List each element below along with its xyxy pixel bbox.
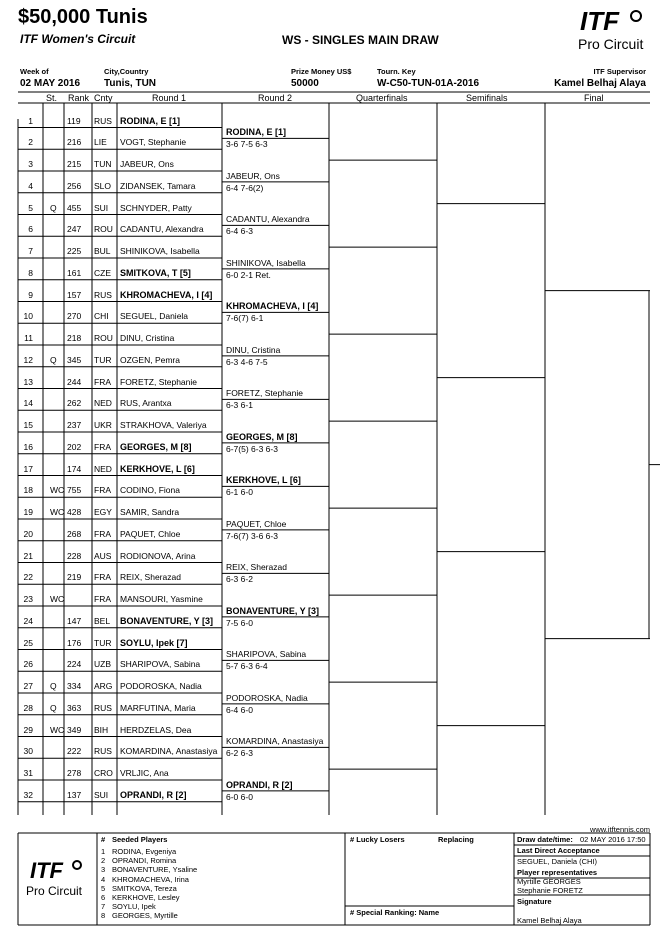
col-quarterfinals: Quarterfinals (356, 93, 408, 103)
logo-text: ITF (30, 858, 63, 883)
prize-value: 50000 (291, 78, 319, 89)
col-round1: Round 1 (152, 93, 187, 103)
draw-position: 18 (23, 485, 33, 496)
player-name: SOYLU, Ipek [7] (120, 637, 188, 648)
player-rank: 174 (67, 463, 82, 474)
round2-winner: JABEUR, Ons (226, 170, 280, 181)
draw-position: 4 (28, 180, 33, 191)
player-name: PODOROSKA, Nadia (120, 681, 202, 691)
draw-position: 7 (28, 246, 33, 256)
draw-position: 9 (28, 289, 33, 300)
draw-position: 3 (28, 159, 33, 169)
seed-player: GEORGES, Myrtille (112, 911, 178, 921)
draw-position: 20 (23, 528, 33, 539)
seed-number: 8 (101, 911, 106, 921)
round2-score: 3-6 7-5 6-3 (226, 139, 268, 150)
player-name: SCHNYDER, Patty (120, 202, 192, 213)
round2-winner: FORETZ, Stephanie (226, 388, 304, 399)
player-rank: 176 (67, 637, 82, 648)
player-rank: 161 (67, 267, 82, 278)
player-name: JABEUR, Ons (120, 159, 174, 169)
player-rank: 244 (67, 376, 82, 387)
draw-position: 19 (23, 507, 33, 517)
player-name: OPRANDI, R [2] (120, 789, 187, 800)
player-rank: 268 (67, 528, 82, 539)
seeded-hash: # (101, 835, 106, 844)
round2-winner: KHROMACHEVA, I [4] (226, 301, 319, 312)
seed-number: 3 (101, 865, 106, 875)
player-rank: 137 (67, 789, 82, 800)
logo-subtext: Pro Circuit (26, 884, 83, 898)
round2-score: 6-0 2-1 Ret. (226, 269, 271, 280)
draw-position: 26 (23, 659, 33, 670)
player-country: RUS (94, 746, 112, 757)
draw-datetime: 02 MAY 2016 17:50 (580, 835, 646, 844)
tourn-key-value: W-C50-TUN-01A-2016 (377, 78, 480, 89)
player-rank: 428 (67, 507, 82, 517)
draw-position: 6 (28, 224, 33, 235)
replacing-title: Replacing (438, 835, 474, 844)
special-ranking-title: # Special Ranking: Name (350, 908, 440, 917)
draw-position: 15 (23, 420, 33, 430)
lucky-losers-title: # Lucky Losers (350, 835, 405, 844)
circuit-subtitle: ITF Women's Circuit (20, 32, 136, 46)
draw-position: 22 (23, 572, 33, 583)
player-country: CHI (94, 311, 109, 322)
seed-player: OPRANDI, Romina (112, 856, 177, 866)
player-name: CADANTU, Alexandra (120, 224, 204, 235)
player-rank: 256 (67, 180, 82, 191)
draw-position: 32 (23, 789, 33, 800)
round2-score: 6-1 6-0 (226, 487, 253, 498)
player-name: KHROMACHEVA, I [4] (120, 289, 213, 300)
supervisor-label: ITF Supervisor (593, 67, 646, 76)
player-name: VOGT, Stephanie (120, 137, 187, 148)
player-rank: 222 (67, 746, 82, 757)
draw-position: 12 (23, 354, 33, 365)
round2-score: 6-4 6-0 (226, 704, 253, 715)
itf-footer-logo (24, 858, 94, 908)
round2-winner: BONAVENTURE, Y [3] (226, 605, 320, 616)
player-country: LIE (94, 137, 107, 148)
draw-position: 23 (23, 594, 33, 604)
draw-datetime-label: Draw date/time: (517, 835, 573, 844)
player-rank: 157 (67, 289, 82, 300)
player-country: TUN (94, 159, 112, 169)
player-country: FRA (94, 441, 111, 452)
player-rank: 215 (67, 159, 82, 169)
round2-score: 6-2 6-3 (226, 748, 253, 759)
round2-winner: CADANTU, Alexandra (226, 214, 310, 225)
seed-player: BONAVENTURE, Ysaline (112, 865, 198, 875)
entry-status: Q (50, 354, 57, 365)
draw-position: 1 (28, 115, 33, 126)
player-name: HERDZELAS, Dea (120, 724, 192, 735)
seeded-title: Seeded Players (112, 835, 168, 844)
player-country: NED (94, 398, 112, 409)
player-rank: 363 (67, 702, 82, 713)
last-da-value: SEGUEL, Daniela (CHI) (517, 857, 598, 866)
col-semifinals: Semifinals (466, 93, 508, 103)
draw-position: 28 (23, 702, 33, 713)
player-name: RUS, Arantxa (120, 398, 172, 409)
seed-player: SOYLU, Ipek (112, 902, 156, 912)
player-name: FORETZ, Stephanie (120, 376, 198, 387)
draw-position: 17 (23, 463, 33, 474)
player-country: FRA (94, 594, 111, 604)
draw-name: WS - SINGLES MAIN DRAW (282, 33, 439, 47)
player-name: MARFUTINA, Maria (120, 702, 196, 713)
last-da-label: Last Direct Acceptance (517, 846, 600, 855)
round2-winner: PAQUET, Chloe (226, 518, 287, 529)
round2-score: 7-6(7) 6-1 (226, 313, 264, 324)
player-country: SUI (94, 789, 109, 800)
player-rank: 247 (67, 224, 82, 235)
logo-subtext: Pro Circuit (578, 36, 644, 52)
player-name: REIX, Sherazad (120, 572, 181, 583)
signature-name: Kamel Belhaj Alaya (517, 916, 582, 925)
player-name: DINU, Cristina (120, 333, 175, 343)
player-name: SMITKOVA, T [5] (120, 267, 191, 278)
player-country: ROU (94, 333, 113, 343)
logo-text: ITF (580, 6, 619, 36)
tourn-key-label: Tourn. Key (377, 67, 416, 76)
draw-position: 14 (23, 398, 33, 409)
round2-winner: SHINIKOVA, Isabella (226, 257, 306, 268)
seed-number: 6 (101, 893, 106, 902)
entry-status: WC (50, 594, 65, 604)
supervisor-value: Kamel Belhaj Alaya (554, 78, 646, 89)
player-country: UKR (94, 420, 112, 430)
seed-number: 5 (101, 883, 106, 893)
entry-status: WC (50, 485, 65, 496)
player-country: FRA (94, 485, 111, 496)
player-name: CODINO, Fiona (120, 485, 180, 496)
seed-number: 7 (101, 902, 106, 912)
round2-winner: RODINA, E [1] (226, 127, 287, 138)
player-name: KERKHOVE, L [6] (120, 463, 195, 474)
round2-winner: PODOROSKA, Nadia (226, 692, 308, 703)
tournament-title: $50,000 Tunis (18, 6, 148, 28)
entry-status: Q (50, 702, 57, 713)
round2-score: 6-3 6-1 (226, 400, 253, 411)
col-round2: Round 2 (258, 93, 293, 103)
player-rank: 228 (67, 550, 82, 561)
player-country: NED (94, 463, 112, 474)
player-rank: 349 (67, 724, 82, 735)
player-rank: 219 (67, 572, 82, 583)
player-name: OZGEN, Pemra (120, 354, 180, 365)
player-rep: Myrtille GEORGES (517, 877, 581, 886)
player-rank: 755 (67, 485, 82, 496)
draw-position: 30 (23, 746, 33, 757)
round2-score: 6-7(5) 6-3 6-3 (226, 443, 278, 454)
seed-number: 1 (101, 847, 106, 856)
player-country: RUS (94, 115, 112, 126)
round2-score: 6-3 4-6 7-5 (226, 356, 268, 367)
player-country: FRA (94, 572, 111, 583)
draw-position: 25 (23, 637, 33, 648)
round2-score: 7-5 6-0 (226, 617, 253, 628)
player-country: ARG (94, 681, 113, 691)
player-country: FRA (94, 376, 111, 387)
player-rank: 262 (67, 398, 82, 409)
player-name: PAQUET, Chloe (120, 528, 181, 539)
player-country: EGY (94, 507, 112, 517)
player-rank: 147 (67, 615, 82, 626)
round2-winner: DINU, Cristina (226, 344, 281, 355)
player-name: SEGUEL, Daniela (120, 311, 189, 322)
col-st: St. (46, 93, 58, 103)
round2-score: 6-4 6-3 (226, 226, 253, 237)
player-rank: 216 (67, 137, 82, 148)
player-name: SAMIR, Sandra (120, 507, 180, 517)
signature-label: Signature (517, 897, 552, 906)
seed-player: KERKHOVE, Lesley (112, 893, 180, 902)
player-name: RODINA, E [1] (120, 115, 181, 126)
round2-score: 6-4 7-6(2) (226, 182, 264, 193)
player-country: RUS (94, 702, 112, 713)
seed-number: 4 (101, 874, 106, 884)
entry-status: Q (50, 202, 57, 213)
player-country: BIH (94, 724, 109, 735)
draw-position: 13 (23, 376, 33, 387)
tennis-ball-icon (72, 860, 82, 870)
seed-player: SMITKOVA, Tereza (112, 883, 177, 893)
player-country: CZE (94, 267, 111, 278)
entry-status: WC (50, 507, 65, 517)
player-country: TUR (94, 637, 112, 648)
city-value: Tunis, TUN (104, 78, 157, 89)
draw-position: 10 (23, 311, 33, 322)
player-rank: 119 (67, 115, 81, 126)
player-name: MANSOURI, Yasmine (120, 594, 203, 604)
seed-player: KHROMACHEVA, Irina (112, 874, 189, 884)
player-name: BONAVENTURE, Y [3] (120, 615, 214, 626)
player-rank: 218 (67, 333, 82, 343)
player-rank: 237 (67, 420, 82, 430)
col-final: Final (584, 93, 604, 103)
player-name: GEORGES, M [8] (120, 441, 192, 452)
col-cnty: Cnty (94, 93, 113, 103)
player-rank: 278 (67, 768, 82, 778)
player-rep: Stephanie FORETZ (517, 886, 583, 895)
player-country: SLO (94, 180, 112, 191)
round2-winner: SHARIPOVA, Sabina (226, 649, 307, 660)
player-country: UZB (94, 659, 111, 670)
draw-position: 11 (24, 333, 33, 343)
round2-winner: KOMARDINA, Anastasiya (226, 736, 324, 747)
col-rank: Rank (68, 93, 90, 103)
entry-status: WC (50, 724, 65, 735)
player-name: KOMARDINA, Anastasiya (120, 746, 218, 757)
seed-number: 2 (101, 856, 106, 866)
player-country: TUR (94, 354, 112, 365)
draw-position: 16 (23, 441, 33, 452)
player-rank: 202 (67, 441, 82, 452)
round2-score: 6-0 6-0 (226, 791, 253, 802)
player-country: BUL (94, 246, 111, 256)
player-name: SHINIKOVA, Isabella (120, 246, 200, 256)
player-country: RUS (94, 289, 112, 300)
prize-label: Prize Money US$ (291, 67, 352, 76)
player-country: SUI (94, 202, 109, 213)
round2-winner: REIX, Sherazad (226, 562, 287, 573)
player-name: SHARIPOVA, Sabina (120, 659, 201, 670)
seed-player: RODINA, Evgeniya (112, 847, 177, 856)
player-country: FRA (94, 528, 111, 539)
player-country: ROU (94, 224, 113, 235)
draw-position: 5 (28, 202, 33, 213)
player-rank: 224 (67, 659, 82, 670)
city-label: City,Country (104, 67, 149, 76)
website: www.itftennis.com (589, 825, 650, 834)
draw-position: 24 (23, 615, 33, 626)
round2-score: 6-3 6-2 (226, 574, 253, 585)
draw-position: 2 (28, 137, 33, 148)
player-name: ZIDANSEK, Tamara (120, 180, 196, 191)
draw-position: 27 (23, 681, 33, 691)
round2-winner: GEORGES, M [8] (226, 431, 298, 442)
player-reps-label: Player representatives (517, 868, 598, 877)
draw-position: 21 (23, 550, 33, 561)
player-country: CRO (94, 768, 113, 778)
player-rank: 225 (67, 246, 82, 256)
player-rank: 345 (67, 354, 82, 365)
draw-position: 8 (28, 267, 33, 278)
draw-position: 31 (23, 768, 33, 778)
player-country: BEL (94, 615, 111, 626)
player-name: STRAKHOVA, Valeriya (120, 420, 207, 430)
player-rank: 334 (67, 681, 82, 691)
draw-position: 29 (23, 724, 33, 735)
player-name: RODIONOVA, Arina (120, 550, 196, 561)
round2-score: 7-6(7) 3-6 6-3 (226, 530, 278, 541)
round2-score: 5-7 6-3 6-4 (226, 661, 268, 672)
player-rank: 455 (67, 202, 82, 213)
entry-status: Q (50, 681, 57, 691)
player-country: AUS (94, 550, 112, 561)
player-rank: 270 (67, 311, 82, 322)
round2-winner: OPRANDI, R [2] (226, 779, 293, 790)
round2-winner: KERKHOVE, L [6] (226, 475, 301, 486)
week-of-value: 02 MAY 2016 (20, 78, 81, 89)
player-name: VRLJIC, Ana (120, 768, 169, 778)
week-of-label: Week of (20, 67, 49, 76)
